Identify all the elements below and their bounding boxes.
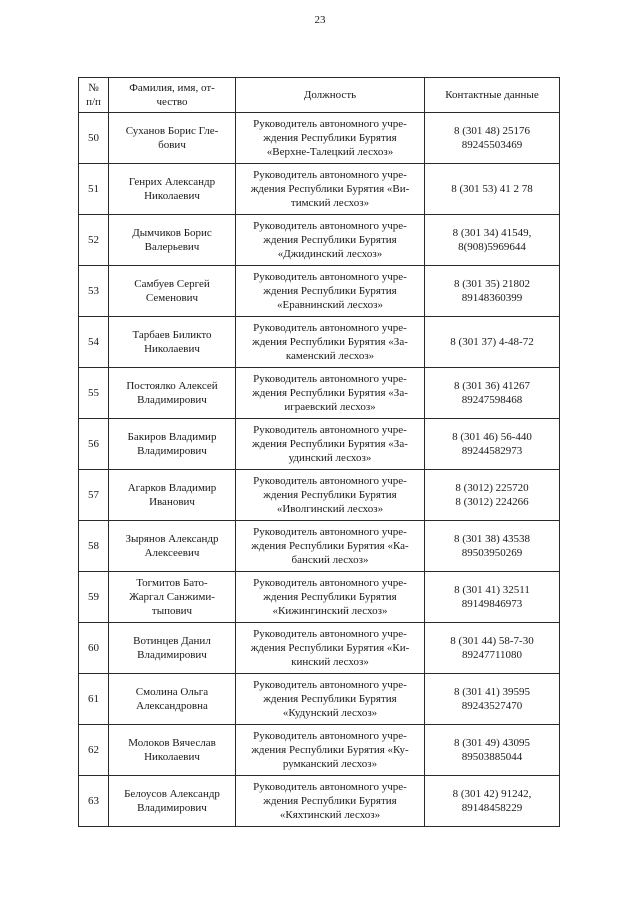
cell-line: 8 (3012) 225720: [455, 482, 529, 494]
contacts-table: [78, 77, 560, 827]
cell-line: Смолина Ольга: [135, 686, 209, 698]
full-name-cell: [109, 215, 236, 266]
row-number-cell: 59: [79, 572, 109, 623]
cell-line: Контактные данные: [445, 89, 539, 101]
cell-line: 89148360399: [461, 292, 523, 304]
full-name-cell: [109, 368, 236, 419]
contacts-cell: [425, 725, 560, 776]
cell-line: Руководитель автономного учре-: [253, 271, 407, 283]
cell-line: 89149846973: [461, 598, 523, 610]
cell-line: Владимирович: [137, 445, 207, 457]
cell-line: тыпович: [151, 605, 193, 617]
contacts-cell: [425, 164, 560, 215]
cell-line: Руководитель автономного учре-: [253, 424, 407, 436]
cell-line: 89503950269: [461, 547, 523, 559]
position-cell: [236, 164, 425, 215]
cell-line: «Кяхтинский лесхоз»: [279, 809, 381, 821]
cell-line: Руководитель автономного учре-: [253, 118, 407, 130]
cell-line: играевский лесхоз»: [284, 401, 376, 413]
cell-line: ждения Республики Бурятия «Ки-: [250, 642, 410, 654]
cell-line: Суханов Борис Гле-: [125, 125, 219, 137]
cell-line: Белоусов Александр: [124, 788, 220, 800]
cell-line: ждения Республики Бурятия «За-: [252, 336, 408, 348]
cell-line: Фамилия, имя, от-: [129, 82, 215, 94]
cell-line: Семенович: [145, 292, 199, 304]
cell-line: Александровна: [136, 700, 208, 712]
cell-line: Руководитель автономного учре-: [253, 475, 407, 487]
table-row: [79, 419, 560, 470]
position-cell: [236, 776, 425, 827]
cell-line: Тогмитов Бато-: [136, 577, 208, 589]
cell-line: №: [88, 82, 99, 94]
contacts-cell: [425, 623, 560, 674]
row-number-cell: 61: [79, 674, 109, 725]
cell-line: п/п: [86, 96, 101, 108]
contacts-cell: [425, 215, 560, 266]
position-cell: [236, 470, 425, 521]
cell-line: «Верхне-Талецкий лесхоз»: [266, 146, 394, 158]
cell-line: 8 (301 48) 25176: [453, 125, 531, 137]
table-row: [79, 113, 560, 164]
cell-line: тимский лесхоз»: [290, 197, 370, 209]
full-name-cell: [109, 419, 236, 470]
cell-line: Руководитель автономного учре-: [253, 526, 407, 538]
contacts-cell: [425, 521, 560, 572]
cell-line: Молоков Вячеслав: [128, 737, 216, 749]
full-name-cell: [109, 266, 236, 317]
cell-line: «Кижингинский лесхоз»: [272, 605, 388, 617]
cell-line: Руководитель автономного учре-: [253, 628, 407, 640]
cell-line: ждения Республики Бурятия: [263, 591, 397, 603]
cell-line: Владимирович: [137, 802, 207, 814]
cell-line: 8(908)5969644: [458, 241, 526, 253]
contacts-cell: [425, 572, 560, 623]
cell-line: Вотинцев Данил: [133, 635, 211, 647]
cell-line: 89148458229: [461, 802, 523, 814]
cell-line: Руководитель автономного учре-: [253, 220, 407, 232]
cell-line: Николаевич: [144, 190, 200, 202]
table-row: [79, 725, 560, 776]
table-row: [79, 215, 560, 266]
cell-line: 89247711080: [461, 649, 523, 661]
table-row: [79, 470, 560, 521]
position-cell: [236, 215, 425, 266]
cell-line: бович: [158, 139, 186, 151]
contacts-cell: [425, 266, 560, 317]
cell-line: 8 (301 53) 41 2 78: [451, 183, 533, 195]
cell-line: Николаевич: [144, 751, 200, 763]
header-position: [236, 78, 425, 113]
cell-line: Самбуев Сергей: [134, 278, 210, 290]
header-contacts: [425, 78, 560, 113]
position-cell: [236, 521, 425, 572]
full-name-cell: [109, 164, 236, 215]
cell-line: Постоялко Алексей: [126, 380, 218, 392]
cell-line: Дымчиков Борис: [132, 227, 212, 239]
table-header-row: [79, 78, 560, 113]
position-cell: [236, 368, 425, 419]
row-number-cell: 55: [79, 368, 109, 419]
header-name: [109, 78, 236, 113]
cell-line: ждения Республики Бурятия: [263, 285, 397, 297]
cell-line: 8 (301 46) 56-440: [452, 431, 532, 443]
table-row: [79, 266, 560, 317]
full-name-cell: [109, 776, 236, 827]
table-row: [79, 572, 560, 623]
cell-line: ждения Республики Бурятия «Ка-: [251, 540, 409, 552]
row-number-cell: 51: [79, 164, 109, 215]
row-number-cell: 63: [79, 776, 109, 827]
cell-line: Агарков Владимир: [127, 482, 217, 494]
cell-line: ждения Республики Бурятия «Ви-: [250, 183, 410, 195]
cell-line: 8 (301 41) 39595: [453, 686, 531, 698]
cell-line: Иванович: [149, 496, 195, 508]
contacts-cell: [425, 419, 560, 470]
full-name-cell: [109, 113, 236, 164]
cell-line: 8 (301 42) 91242,: [452, 788, 532, 800]
cell-line: «Еравнинский лесхоз»: [276, 299, 383, 311]
row-number-cell: 56: [79, 419, 109, 470]
cell-line: «Джидинский лесхоз»: [277, 248, 383, 260]
full-name-cell: [109, 521, 236, 572]
row-number-cell: 50: [79, 113, 109, 164]
cell-line: удинский лесхоз»: [288, 452, 372, 464]
cell-line: ждения Республики Бурятия: [263, 693, 397, 705]
position-cell: [236, 725, 425, 776]
position-cell: [236, 113, 425, 164]
full-name-cell: [109, 725, 236, 776]
position-cell: [236, 317, 425, 368]
position-cell: [236, 266, 425, 317]
full-name-cell: [109, 572, 236, 623]
cell-line: Руководитель автономного учре-: [253, 781, 407, 793]
cell-line: чество: [156, 96, 188, 108]
row-number-cell: 62: [79, 725, 109, 776]
cell-line: 8 (301 37) 4-48-72: [450, 336, 534, 348]
cell-line: 8 (301 44) 58-7-30: [450, 635, 534, 647]
cell-line: «Иволгинский лесхоз»: [276, 503, 384, 515]
cell-line: 89243527470: [461, 700, 523, 712]
position-cell: [236, 623, 425, 674]
cell-line: Генрих Александр: [128, 176, 216, 188]
cell-line: ждения Республики Бурятия «За-: [252, 438, 408, 450]
cell-line: 89503885044: [461, 751, 523, 763]
table-row: [79, 521, 560, 572]
position-cell: [236, 572, 425, 623]
cell-line: Руководитель автономного учре-: [253, 169, 407, 181]
cell-line: 8 (301 35) 21802: [453, 278, 531, 290]
contacts-cell: [425, 470, 560, 521]
cell-line: 89244582973: [461, 445, 523, 457]
table-row: [79, 317, 560, 368]
cell-line: ждения Республики Бурятия: [263, 234, 397, 246]
cell-line: каменский лесхоз»: [285, 350, 375, 362]
cell-line: Руководитель автономного учре-: [253, 322, 407, 334]
cell-line: Тарбаев Биликто: [132, 329, 212, 341]
cell-line: Владимирович: [137, 394, 207, 406]
contacts-cell: [425, 674, 560, 725]
cell-line: «Кудунский лесхоз»: [282, 707, 378, 719]
table-row: [79, 776, 560, 827]
row-number-cell: 53: [79, 266, 109, 317]
table-body: [79, 113, 560, 827]
table-row: [79, 623, 560, 674]
cell-line: Руководитель автономного учре-: [253, 730, 407, 742]
position-cell: [236, 674, 425, 725]
cell-line: Алексеевич: [144, 547, 200, 559]
full-name-cell: [109, 470, 236, 521]
cell-line: ждения Республики Бурятия: [263, 795, 397, 807]
page-number: 23: [314, 14, 326, 26]
cell-line: 8 (301 49) 43095: [453, 737, 531, 749]
table-row: [79, 368, 560, 419]
cell-line: Руководитель автономного учре-: [253, 577, 407, 589]
cell-line: Жаргал Санжими-: [129, 591, 215, 603]
cell-line: 89247598468: [461, 394, 523, 406]
cell-line: Руководитель автономного учре-: [253, 373, 407, 385]
header-num: [79, 78, 109, 113]
row-number-cell: 60: [79, 623, 109, 674]
row-number-cell: 52: [79, 215, 109, 266]
cell-line: банский лесхоз»: [291, 554, 369, 566]
cell-line: 8 (301 41) 32511: [454, 584, 530, 596]
cell-line: Зырянов Александр: [125, 533, 219, 545]
cell-line: 8 (301 34) 41549,: [452, 227, 532, 239]
full-name-cell: [109, 674, 236, 725]
row-number-cell: 54: [79, 317, 109, 368]
cell-line: Владимирович: [137, 649, 207, 661]
row-number-cell: 57: [79, 470, 109, 521]
full-name-cell: [109, 317, 236, 368]
cell-line: ждения Республики Бурятия: [263, 132, 397, 144]
table-row: [79, 164, 560, 215]
row-number-cell: 58: [79, 521, 109, 572]
cell-line: кинский лесхоз»: [291, 656, 369, 668]
cell-line: 8 (3012) 224266: [455, 496, 529, 508]
full-name-cell: [109, 623, 236, 674]
cell-line: Руководитель автономного учре-: [253, 679, 407, 691]
cell-line: 89245503469: [461, 139, 523, 151]
cell-line: ждения Республики Бурятия: [263, 489, 397, 501]
cell-line: ждения Республики Бурятия «Ку-: [251, 744, 409, 756]
position-cell: [236, 419, 425, 470]
cell-line: румканский лесхоз»: [282, 758, 378, 770]
cell-line: ждения Республики Бурятия «За-: [252, 387, 408, 399]
cell-line: Должность: [303, 89, 357, 101]
contacts-cell: [425, 368, 560, 419]
cell-line: Валерьевич: [144, 241, 200, 253]
contacts-cell: [425, 776, 560, 827]
cell-line: 8 (301 36) 41267: [453, 380, 531, 392]
table-row: [79, 674, 560, 725]
cell-line: Николаевич: [144, 343, 200, 355]
cell-line: Бакиров Владимир: [127, 431, 217, 443]
contacts-cell: [425, 317, 560, 368]
contacts-cell: [425, 113, 560, 164]
cell-line: 8 (301 38) 43538: [453, 533, 531, 545]
